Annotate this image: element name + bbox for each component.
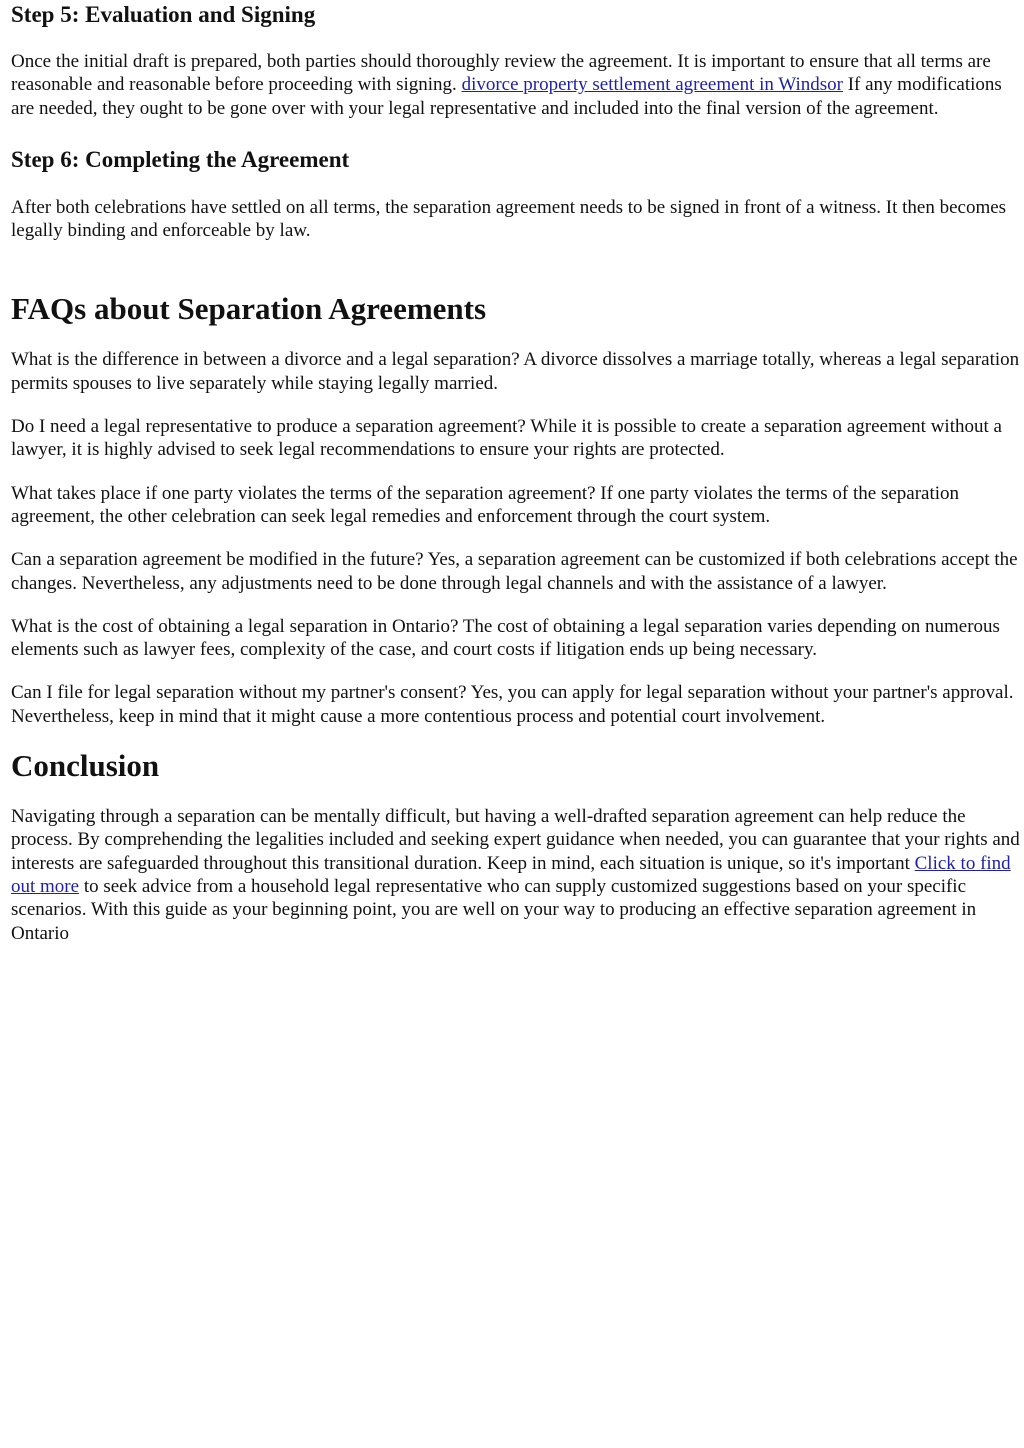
conclusion-text-after: to seek advice from a household legal representative who can supply customized suggestions based on your specific scenarios. With this guide as your beginning point, you are well on your way to producing an effective separation agreement in Ontario [11, 875, 977, 944]
faq-item: What is the cost of obtaining a legal separation in Ontario? The cost of obtaining a legal separation varies depending on numerous elements such as lawyer fees, complexity of the case, and court costs if litigation ends up being necessary. [11, 615, 1000, 661]
step6-paragraph: After both celebrations have settled on all terms, the separation agreement needs to be signed in front of a witness. It then becomes legally binding and enforceable by law. [11, 196, 1007, 242]
step5-heading: Step 5: Evaluation and Signing [11, 2, 316, 27]
conclusion-paragraph [11, 805, 1021, 945]
faqs-heading: FAQs about Separation Agreements [11, 291, 487, 327]
faq-item: What takes place if one party violates the terms of the separation agreement? If one party violates the terms of the separation agreement, the other celebration can seek legal remedies and enforcement through the court system. [11, 482, 960, 527]
conclusion-text-before: Navigating through a separation can be mentally difficult, but having a well-drafted separation agreement can help reduce the process. By comprehending the legalities included and seeking expert guidance when needed, you can guarantee that your rights and interests are safeguarded throughout this transitional duration. Keep in mind, each situation is unique, so it's important [11, 806, 1020, 874]
step5-text-before: Once the initial draft is prepared, both parties should thoroughly review the agreement. It is important to ensure that all terms are reasonable and reasonable before proceeding with signing. [11, 51, 991, 96]
step5-text-after: If any modifications are needed, they ought to be gone over with your legal representative and included into the final version of the agreement. [11, 74, 1002, 119]
step5-paragraph [11, 50, 1021, 120]
faq-item: Can a separation agreement be modified in the future? Yes, a separation agreement can be customized if both celebrations accept the changes. Nevertheless, any adjustments need to be done through legal channels and with the assistance of a lawyer. [11, 549, 1018, 594]
faq-item: Do I need a legal representative to produce a separation agreement? While it is possible to create a separation agreement without a lawyer, it is highly advised to seek legal recommendations to ensure your rights are protected. [11, 416, 1002, 461]
document-page [11, 0, 1021, 945]
faq-item: What is the difference in between a divorce and a legal separation? A divorce dissolves a marriage totally, whereas a legal separation permits spouses to live separately while staying legally married. [11, 349, 1020, 394]
faq-item: Can I file for legal separation without my partner's consent? Yes, you can apply for legal separation without your partner's approval. Nevertheless, keep in mind that it might cause a more contentious process and potential court involvement. [11, 682, 1014, 727]
conclusion-heading: Conclusion [11, 748, 160, 784]
step6-heading: Step 6: Completing the Agreement [11, 146, 350, 172]
find-out-more-link[interactable]: Click to find out more [11, 852, 1011, 897]
divorce-settlement-link[interactable]: divorce property settlement agreement in Windsor [461, 74, 843, 96]
